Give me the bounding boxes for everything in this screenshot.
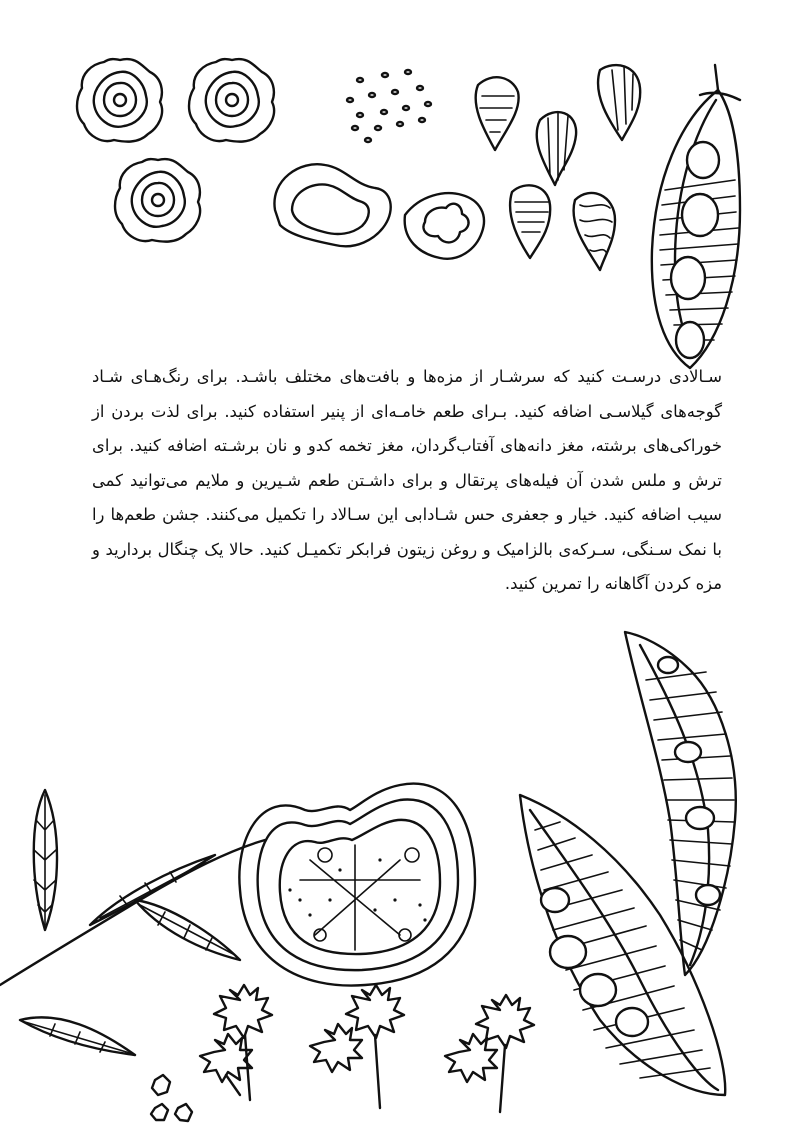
body-paragraph: سـالادی درسـت کنید که سرشـار از مزه‌ها و بافت‌های مختلف باشـد. برای رنگ‌هـای شـاد گوجه‌های گیلاسـی اضافه کنید. بـرای طعم خامـه‌ای از پنیر استفاده کنید. برای لذت بردن از خوراکی‌های برشته، مغز دانه‌های آفتاب‌گردان، مغز تخمه کدو و نان برشـته اضافه کنید. برای ترش و ملس شدن آن فیله‌های پرتقال و برای داشـتن طعم شـیرین و ملایم می‌توانید کمی سیب اضافه کنید. خیار و جعفری حس شـادابی این سـالاد را تکمیل می‌کنند. جشن طعم‌ها را با نمک سـنگی، سـرکه‌ی بالزامیک و روغن زیتون فرابکر تکمیـل کنید. حالا یک چنگال بردارید و مزه کردن آگاهانه را تمرین کنید. xyxy=(92,367,722,593)
striped-seed-illustration xyxy=(598,65,640,140)
seed-dots-illustration xyxy=(347,70,431,142)
leaf-branch-illustration xyxy=(0,790,265,1055)
blob-illustration xyxy=(405,193,484,259)
pea-pod-illustration xyxy=(652,65,740,368)
orange-slice-illustration xyxy=(239,784,475,986)
salt-crystals-illustration xyxy=(151,1075,192,1121)
striped-seed-illustration xyxy=(574,193,615,270)
striped-seed-illustration xyxy=(476,77,519,150)
parsley-illustration xyxy=(445,995,534,1112)
flower-illustration xyxy=(189,59,274,142)
parsley-illustration xyxy=(200,985,272,1100)
blob-illustration xyxy=(274,164,390,246)
pea-pod-illustration xyxy=(625,632,736,975)
flower-illustration xyxy=(115,159,200,242)
striped-seed-illustration xyxy=(537,112,576,185)
pea-pod-illustration xyxy=(520,795,725,1095)
flower-illustration xyxy=(77,59,162,142)
parsley-illustration xyxy=(310,985,404,1108)
striped-seed-illustration xyxy=(510,185,550,258)
